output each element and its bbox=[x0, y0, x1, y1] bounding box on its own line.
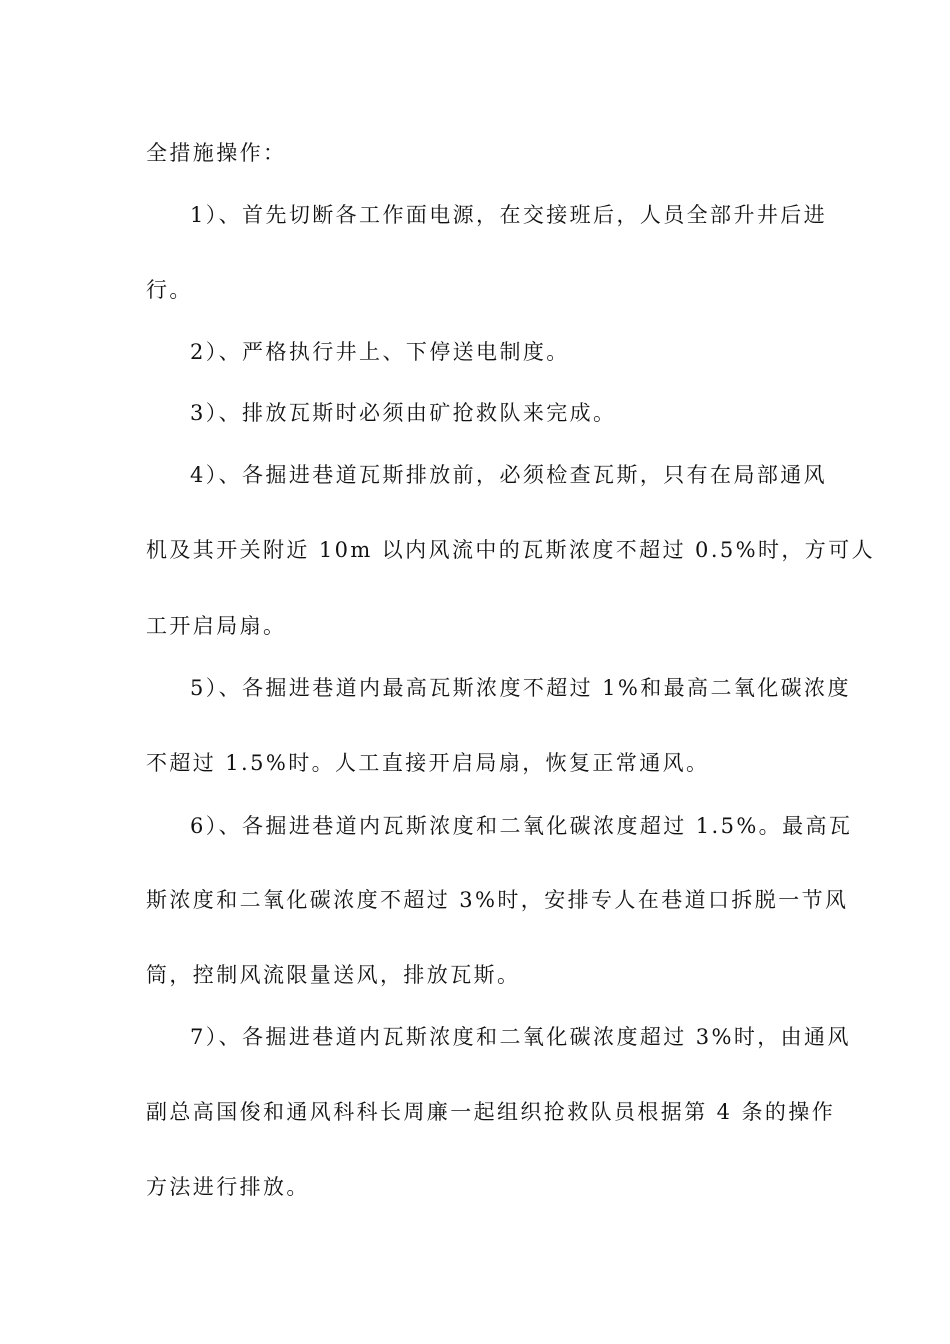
text-line-item-6-cont-2: 筒，控制风流限量送风，排放瓦斯。 bbox=[146, 963, 521, 987]
text-line-item-1-cont: 行。 bbox=[146, 278, 193, 302]
text-line-item-4: 4）、各掘进巷道瓦斯排放前，必须检查瓦斯，只有在局部通风 bbox=[190, 463, 828, 487]
text-line-intro: 全措施操作： bbox=[146, 141, 287, 165]
text-line-item-6-cont-1: 斯浓度和二氧化碳浓度不超过 3%时，安排专人在巷道口拆脱一节风 bbox=[146, 888, 849, 912]
text-line-item-1: 1）、首先切断各工作面电源，在交接班后，人员全部升井后进 bbox=[190, 203, 828, 227]
text-line-item-5: 5）、各掘进巷道内最高瓦斯浓度不超过 1%和最高二氧化碳浓度 bbox=[190, 676, 851, 700]
text-line-item-6: 6）、各掘进巷道内瓦斯浓度和二氧化碳浓度超过 1.5%。最高瓦 bbox=[190, 814, 853, 838]
text-line-item-4-cont-2: 工开启局扇。 bbox=[146, 614, 287, 638]
text-line-item-5-cont: 不超过 1.5%时。人工直接开启局扇，恢复正常通风。 bbox=[146, 751, 710, 775]
text-line-item-7-cont-1: 副总高国俊和通风科科长周廉一起组织抢救队员根据第 4 条的操作 bbox=[146, 1100, 836, 1124]
text-line-item-7: 7）、各掘进巷道内瓦斯浓度和二氧化碳浓度超过 3%时，由通风 bbox=[190, 1025, 851, 1049]
text-line-item-4-cont-1: 机及其开关附近 10m 以内风流中的瓦斯浓度不超过 0.5%时，方可人 bbox=[146, 538, 876, 562]
text-line-item-3: 3）、排放瓦斯时必须由矿抢救队来完成。 bbox=[190, 401, 617, 425]
text-line-item-2: 2）、严格执行井上、下停送电制度。 bbox=[190, 340, 570, 364]
text-line-item-7-cont-2: 方法进行排放。 bbox=[146, 1175, 310, 1199]
